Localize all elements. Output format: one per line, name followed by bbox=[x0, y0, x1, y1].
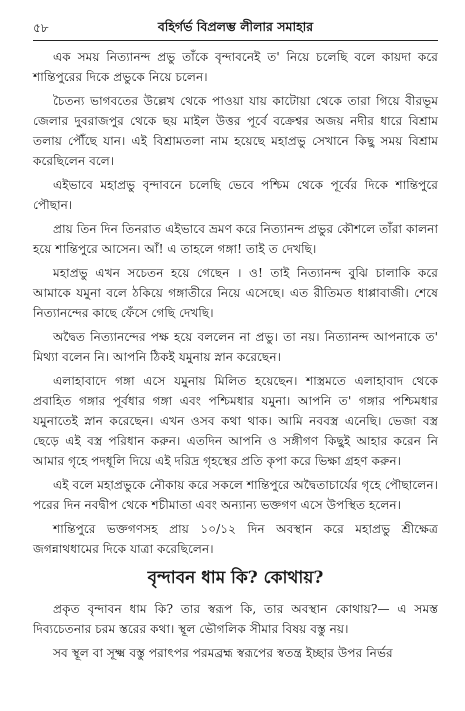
paragraph: এক সময় নিত্যানন্দ প্রভু তাঁকে বৃন্দাবনেই ত' নিয়ে চলেছি বলে কায়দা করে শান্তিপুরের দিকে প্রভুকে নিয়ে চলেন। bbox=[33, 50, 438, 84]
paragraph: এই বলে মহাপ্রভুকে নৌকায় করে সকলে শান্তিপুরে অদ্বৈতাচার্যের গৃহে পৌছালেন। পরের দিন নবদ্বীপ থেকে শচীমাতা এবং অন্যান্য ভক্তগণ এসে উপস্থিত হলেন। bbox=[33, 478, 438, 512]
paragraph: মহাপ্রভু এখন সচেতন হয়ে গেছেন । ও! তাই নিত্যানন্দ বুঝি চালাকি করে আমাকে যমুনা বলে ঠকিয়ে গঙ্গাতীরে নিয়ে এসেছে। এত রীতিমত ধাপ্পাবাজী। শেষে নিত্যানন্দের কাছে ফেঁসে গেছি দেখছি। bbox=[33, 266, 438, 320]
paragraph: অদ্বৈত নিত্যানন্দের পক্ষ হয়ে বললেন না প্রভু। তা নয়। নিত্যানন্দ আপনাকে ত' মিথ্যা বলেন নি। আপনি ঠিকই যমুনায় স্নান করেছেন। bbox=[33, 330, 438, 364]
paragraph: সব স্থূল বা সূক্ষ্ম বস্তু পরাৎপর পরমব্রহ্ম স্বরূপের স্বতন্ত্র ইচ্ছার উপর নির্ভর bbox=[53, 646, 393, 660]
paragraph: শান্তিপুরে ভক্তগণসহ প্রায় ১০/১২ দিন অবস্থান করে মহাপ্রভু শ্রীক্ষেত্র জগন্নাথধামের দিকে যাত্রা করেছিলেন। bbox=[33, 522, 438, 556]
paragraph: প্রায় তিন দিন তিনরাত এইভাবে ভ্রমণ করে নিত্যানন্দ প্রভুর কৌশলে তাঁরা কালনা হয়ে শান্তিপুরে আসেন। আঁ! এ তাহলে গঙ্গা! তাই ত দেখছি। bbox=[33, 222, 438, 256]
body-text-after bbox=[33, 599, 438, 663]
page-header bbox=[33, 18, 438, 41]
body-text-before bbox=[33, 47, 438, 559]
running-title: বহির্গর্ভ বিপ্রলম্ভ লীলার সমাহার bbox=[157, 19, 314, 34]
page-number: ৫৮ bbox=[33, 21, 49, 35]
paragraph: এইভাবে মহাপ্রভু বৃন্দাবনে চলেছি ভেবে পশ্চিম থেকে পূর্বের দিকে শান্তিপুরে পৌছান। bbox=[33, 178, 438, 212]
paragraph: এলাহাবাদে গঙ্গা এসে যমুনায় মিলিত হয়েছেন। শাস্ত্রমতে এলাহাবাদ থেকে প্রবাহিত গঙ্গার পূর্বধার গঙ্গা এবং পশ্চিমধার যমুনা। আপনি ত' গঙ্গার পশ্চিমধার যমুনাতেই স্নান করেছেন। এখন ওসব কথা থাক। আমি নববস্ত্র এনেছি। ভেজা বস্ত্র ছেড়ে এই বস্ত্র পরিধান করুন। এতদিন আপনি ও সঙ্গীগণ কিছুই আহার করেন নি আমার গৃহে পদধূলি দিয়ে এই দরিদ্র গৃহস্থের প্রতি কৃপা করে ভিক্ষা গ্রহণ করুন। bbox=[33, 374, 438, 468]
paragraph: প্রকৃত বৃন্দাবন ধাম কি? তার স্বরূপ কি, তার অবস্থান কোথায়?— এ সমস্ত দিব্যচেতনার চরম স্তরের কথা। স্থূল ভৌগলিক সীমার বিষয় বস্তু নয়। bbox=[33, 602, 438, 636]
section-heading: বৃন্দাবন ধাম কি? কোথায়? bbox=[147, 568, 324, 588]
paragraph: চৈতন্য ভাগবতের উল্লেখ থেকে পাওয়া যায় কাটোয়া থেকে তারা গিয়ে বীরভূম জেলার দুবরাজপুর থেকে ছয় মাইল উত্তর পূর্বে বক্রেশ্বর অজয় নদীর ধারে বিশ্রাম তলায় পৌঁছে যান। এই বিশ্রামতলা নাম হয়েছে মহাপ্রভু সেখানে কিছু সময় বিশ্রাম করেছিলেন বলে। bbox=[33, 94, 438, 168]
